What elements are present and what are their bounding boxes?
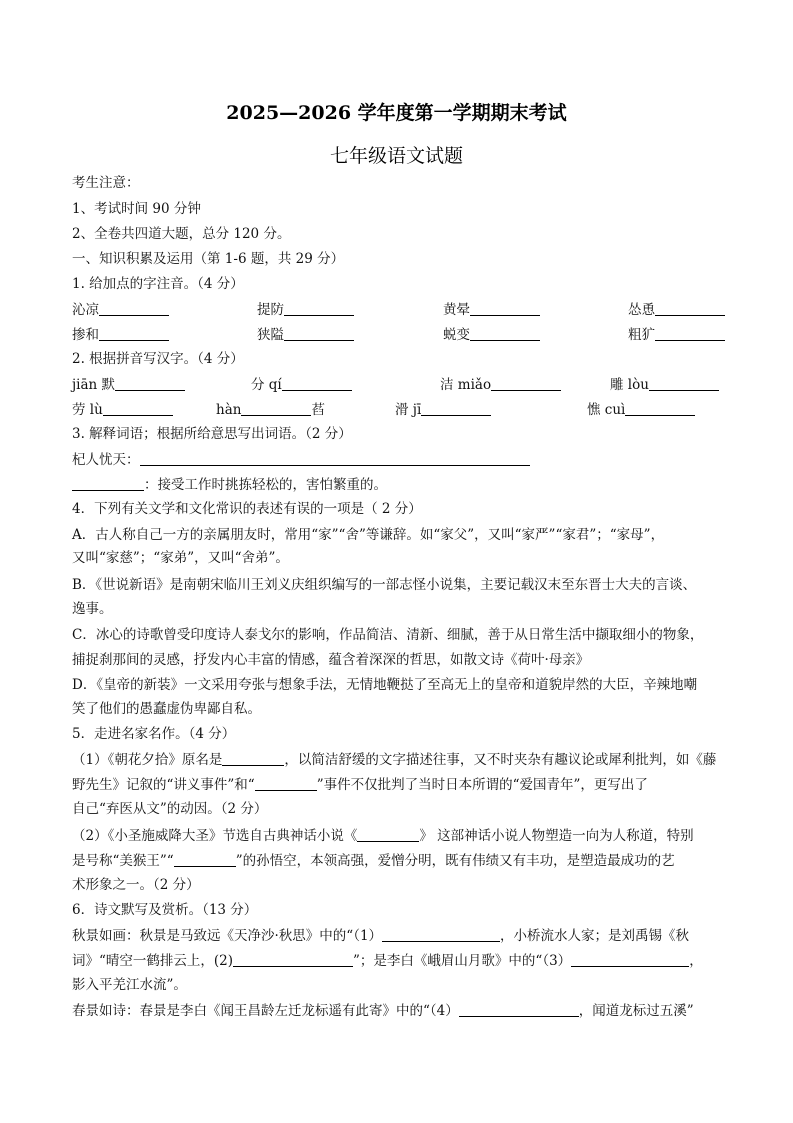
notice-item-time: 1、考试时间 90 分钟 <box>72 201 201 217</box>
answer-blank[interactable] <box>491 376 561 391</box>
q1-item: 蜕变 <box>443 326 540 344</box>
q3-item-1: 杞人忧天： <box>72 451 530 469</box>
answer-blank[interactable] <box>571 952 689 967</box>
section-heading: 一、知识积累及运用（第 1-6 题，共 29 分） <box>72 251 345 267</box>
answer-blank[interactable] <box>103 401 173 416</box>
q1-item: 狭隘 <box>257 326 354 344</box>
answer-blank[interactable] <box>655 301 725 316</box>
exam-subtitle: 七年级语文试题 <box>329 145 463 167</box>
answer-blank[interactable] <box>282 376 352 391</box>
answer-blank[interactable] <box>72 476 144 491</box>
question-4-stem: 4．下列有关文学和文化常识的表述有误的一项是（ 2 分） <box>72 501 422 517</box>
q6-line-4: 春景如诗：春景是李白《闻王昌龄左迁龙标遥有此寄》中的“（4） ，闻道龙标过五溪” <box>72 1003 694 1019</box>
answer-blank[interactable] <box>470 326 540 341</box>
notice-heading: 考生注意： <box>72 175 140 191</box>
answer-blank[interactable] <box>255 776 317 791</box>
q2-item: jiān 默 <box>72 376 185 394</box>
answer-blank[interactable] <box>241 401 311 416</box>
q2-item: hàn 萏 <box>216 402 325 418</box>
answer-blank[interactable] <box>222 751 284 766</box>
q1-item: 掺和 <box>72 326 169 344</box>
q4-option-b-cont: 逸事。 <box>72 601 113 617</box>
q2-item: 劳 lù <box>72 401 173 419</box>
answer-blank[interactable] <box>140 451 530 466</box>
answer-blank[interactable] <box>421 401 491 416</box>
answer-blank[interactable] <box>174 852 236 867</box>
answer-blank[interactable] <box>649 376 719 391</box>
answer-blank[interactable] <box>382 927 500 942</box>
q4-option-c: C．冰心的诗歌曾受印度诗人泰戈尔的影响，作品简洁、清新、细腻，善于从日常生活中撷取细小的物象， <box>72 627 704 643</box>
answer-blank[interactable] <box>625 401 695 416</box>
q2-item: 滑 jī <box>395 401 491 419</box>
q6-line-2: 词》“晴空一鹤排云上，(2) ”；是李白《峨眉山月歌》中的“（3） ， <box>72 953 703 969</box>
answer-blank[interactable] <box>655 326 725 341</box>
q6-line-3: 影入平羌江水流”。 <box>72 977 187 993</box>
answer-blank[interactable] <box>284 301 354 316</box>
q2-item: 憔 cuì <box>587 401 695 419</box>
q4-option-a: A．古人称自己一方的亲属朋友时，常用“家”“舍”等谦辞。如“家父”，又叫“家严”“家君”；“家母”， <box>72 527 665 543</box>
question-2-stem: 2. 根据拼音写汉字。（4 分） <box>72 351 244 367</box>
q1-item: 提防 <box>257 301 354 319</box>
answer-blank[interactable] <box>233 952 353 967</box>
q1-item: 怂恿 <box>628 301 725 319</box>
answer-blank[interactable] <box>459 1002 579 1017</box>
q1-item: 沁凉 <box>72 301 169 319</box>
q5-part-2: （2）《小圣施威降大圣》节选自古典神话小说《 》 这部神话小说人物塑造一向为人称道，特别 <box>72 828 694 844</box>
answer-blank[interactable] <box>357 827 419 842</box>
question-6-stem: 6．诗文默写及赏析。（13 分） <box>72 902 258 918</box>
q4-option-d-cont: 笑了他们的愚蠢虚伪卑鄙自私。 <box>72 701 261 717</box>
answer-blank[interactable] <box>99 326 169 341</box>
q4-option-d: D．《皇帝的新装》一文采用夸张与想象手法，无情地鞭挞了至高无上的皇帝和道貌岸然的大臣，辛辣地嘲 <box>72 677 698 693</box>
exam-title: 2025—2026 学年度第一学期期末考试 <box>226 102 567 124</box>
question-1-stem: 1. 给加点的字注音。（4 分） <box>72 276 244 292</box>
q4-option-a-cont: 又叫“家慈”；“家弟”，又叫“舍弟”。 <box>72 550 289 566</box>
answer-blank[interactable] <box>284 326 354 341</box>
question-5-stem: 5．走进名家名作。（4 分） <box>72 726 236 742</box>
question-3-stem: 3. 解释词语；根据所给意思写出词语。（2 分） <box>72 426 352 442</box>
answer-blank[interactable] <box>99 301 169 316</box>
q5-part-1: （1）《朝花夕拾》原名是 ，以简洁舒缓的文字描述往事，又不时夹杂有趣议论或犀利批判，如《藤 <box>72 752 717 768</box>
q1-item: 粗犷 <box>628 326 725 344</box>
q2-item: 雕 lòu <box>610 376 719 394</box>
q5-part-1-end: 自己“弃医从文”的动因。（2 分） <box>72 801 268 817</box>
q4-option-b: B．《世说新语》是南朝宋临川王刘义庆组织编写的一部志怪小说集，主要记载汉末至东晋士大夫的言谈、 <box>72 577 697 593</box>
q2-item: 分 qí <box>251 376 352 394</box>
q1-item: 黄晕 <box>443 301 540 319</box>
q6-line-1: 秋景如画：秋景是马致远《天净沙·秋思》中的“（1） ，小桥流水人家；是刘禹锡《秋 <box>72 928 690 944</box>
answer-blank[interactable] <box>115 376 185 391</box>
answer-blank[interactable] <box>470 301 540 316</box>
q2-item: 洁 miǎo <box>440 376 561 394</box>
q5-part-1-cont: 野先生》记叙的“讲义事件”和“ ”事件不仅批判了当时日本所谓的“爱国青年”，更写出了 <box>72 777 648 793</box>
notice-item-total: 2、全卷共四道大题，总分 120 分。 <box>72 226 291 242</box>
q3-item-2: ：接受工作时挑拣轻松的，害怕繁重的。 <box>72 476 387 494</box>
q5-part-2-end: 术形象之一。（2 分） <box>72 877 200 893</box>
q5-part-2-cont: 是号称“美猴王”“ ”的孙悟空，本领高强，爱憎分明，既有伟绩又有丰功，是塑造最成功的艺 <box>72 853 675 869</box>
q4-option-c-cont: 捕捉刹那间的灵感，抒发内心丰富的情感，蕴含着深深的哲思，如散文诗《荷叶·母亲》 <box>72 652 590 668</box>
